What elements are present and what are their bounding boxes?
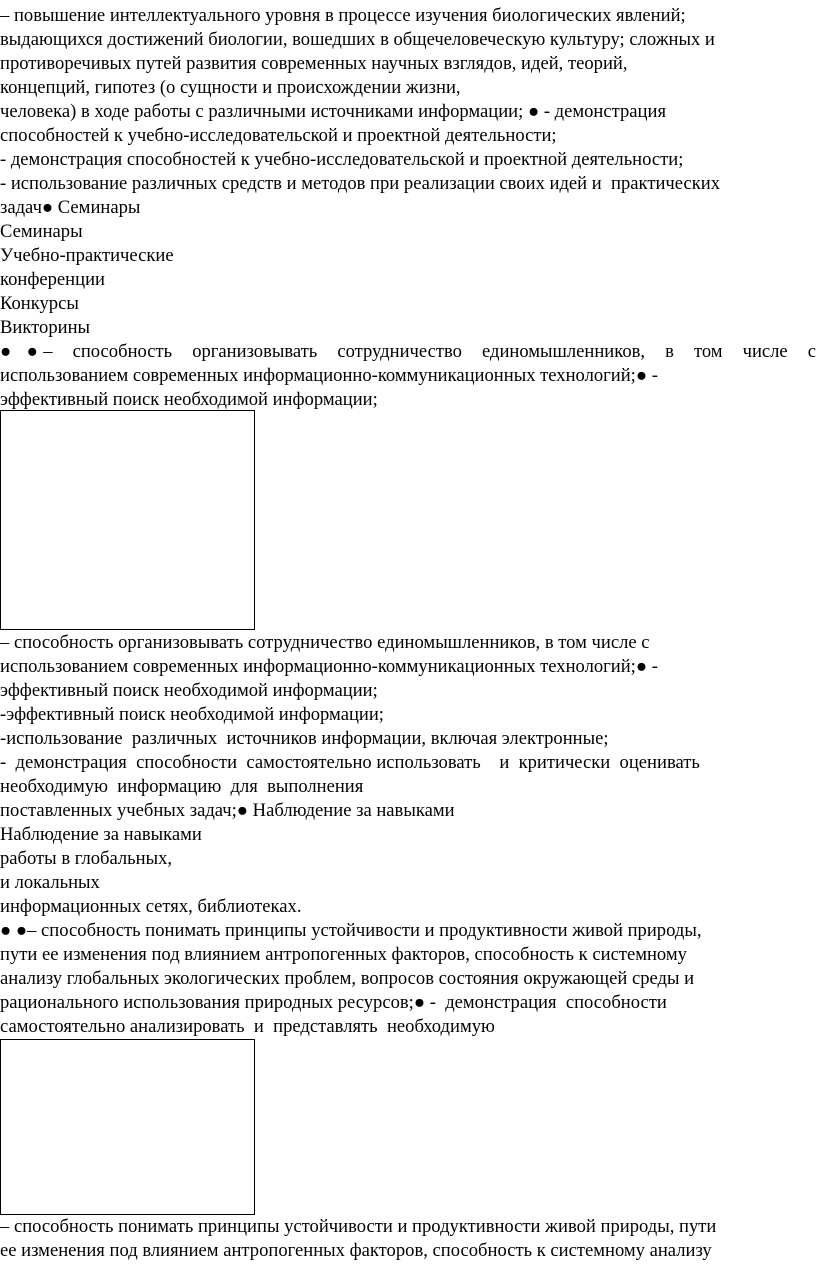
text-line: концепций, гипотез (о сущности и происхождении жизни,	[0, 77, 461, 98]
text-line: – способность организовывать сотрудничество единомышленников, в том числе с	[0, 632, 650, 653]
text-line: рационального использования природных ресурсов;● - демонстрация способности	[0, 992, 667, 1013]
text-line: необходимую информацию для выполнения	[0, 776, 364, 797]
text-line: анализу глобальных экологических проблем, вопросов состояния окружающей среды и	[0, 968, 695, 989]
text-line: - демонстрация способности самостоятельно использовать и критически оценивать	[0, 752, 700, 773]
text-line: задач● Семинары	[0, 197, 141, 218]
text-line: противоречивых путей развития современных научных взглядов, идей, теорий,	[0, 53, 628, 74]
text-line: конференции	[0, 269, 105, 290]
text-line: и локальных	[0, 872, 100, 893]
text-line: ● ●– способность организовывать сотрудничество единомышленников, в том числе с	[0, 341, 816, 362]
text-line: выдающихся достижений биологии, вошедших в общечеловеческую культуру; сложных и	[0, 29, 715, 50]
text-line: эффективный поиск необходимой информации;	[0, 389, 378, 410]
empty-image-frame	[0, 410, 255, 630]
text-line: использованием современных информационно-коммуникационных технологий;● -	[0, 656, 658, 677]
text-line: способностей к учебно-исследовательской и проектной деятельности;	[0, 125, 557, 146]
text-line: -эффективный поиск необходимой информации;	[0, 704, 384, 725]
text-line: Наблюдение за навыками	[0, 824, 202, 845]
text-line: ● ●– способность понимать принципы устойчивости и продуктивности живой природы,	[0, 920, 702, 941]
text-line: человека) в ходе работы с различными источниками информации; ● - демонстрация	[0, 101, 666, 122]
text-line: поставленных учебных задач;● Наблюдение за навыками	[0, 800, 455, 821]
text-line: ее изменения под влиянием антропогенных факторов, способность к системному анализу	[0, 1240, 712, 1261]
text-line: – повышение интеллектуального уровня в процессе изучения биологических явлений;	[0, 5, 686, 26]
text-line: работы в глобальных,	[0, 848, 173, 869]
text-line: пути ее изменения под влиянием антропогенных факторов, способность к системному	[0, 944, 687, 965]
text-line: - демонстрация способностей к учебно-исследовательской и проектной деятельности;	[0, 149, 684, 170]
text-line: информационных сетях, библиотеках.	[0, 896, 302, 917]
text-line: Семинары	[0, 221, 83, 242]
text-line: -использование различных источников информации, включая электронные;	[0, 728, 609, 749]
text-line: – способность понимать принципы устойчивости и продуктивности живой природы, пути	[0, 1216, 717, 1237]
empty-image-frame	[0, 1039, 255, 1215]
text-line: самостоятельно анализировать и представлять необходимую	[0, 1016, 495, 1037]
text-line: использованием современных информационно-коммуникационных технологий;● -	[0, 365, 658, 386]
text-line: - использование различных средств и методов при реализации своих идей и практических	[0, 173, 720, 194]
text-line: Учебно-практические	[0, 245, 174, 266]
text-line: Викторины	[0, 317, 91, 338]
text-line: эффективный поиск необходимой информации;	[0, 680, 378, 701]
text-line: Конкурсы	[0, 293, 79, 314]
